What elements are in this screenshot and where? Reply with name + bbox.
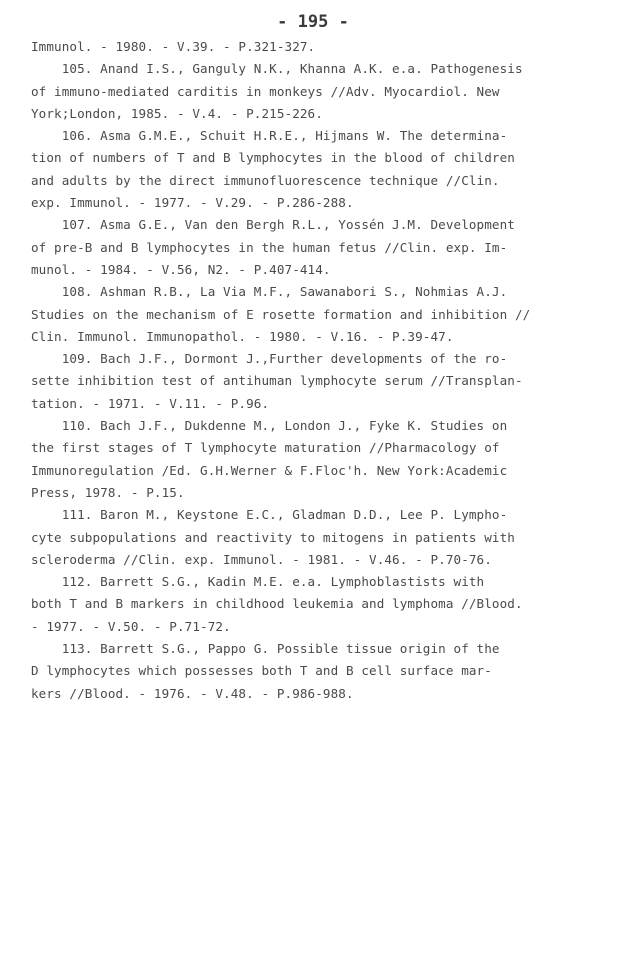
reference-line: - 1977. - V.50. - P.71-72. xyxy=(31,618,231,634)
reference-line: munol. - 1984. - V.56, N2. - P.407-414. xyxy=(31,261,331,277)
reference-line: Studies on the mechanism of E rosette formation and inhibition // xyxy=(31,306,531,322)
reference-line: tation. - 1971. - V.11. - P.96. xyxy=(31,395,270,411)
reference-line: York;London, 1985. - V.4. - P.215-226. xyxy=(31,105,323,121)
reference-line: scleroderma //Clin. exp. Immunol. - 1981. - V.46. - P.70-76. xyxy=(31,551,492,567)
reference-line: 108. Ashman R.B., La Via M.F., Sawanabori S., Nohmias A.J. xyxy=(31,284,508,300)
reference-line: sette inhibition test of antihuman lymphocyte serum //Transplan- xyxy=(31,373,523,389)
reference-line: Immunoregulation /Ed. G.H.Werner & F.Floc'h. New York:Academic xyxy=(31,462,508,478)
reference-line: Clin. Immunol. Immunopathol. - 1980. - V.16. - P.39-47. xyxy=(31,328,454,344)
reference-line: 105. Anand I.S., Ganguly N.K., Khanna A.K. e.a. Pathogenesis xyxy=(31,61,523,77)
reference-line: and adults by the direct immunofluorescence technique //Clin. xyxy=(31,172,500,188)
reference-line: both T and B markers in childhood leukemia and lymphoma //Blood. xyxy=(31,596,523,612)
reference-line: 111. Baron M., Keystone E.C., Gladman D.D., Lee P. Lympho- xyxy=(31,507,508,523)
reference-line: cyte subpopulations and reactivity to mitogens in patients with xyxy=(31,529,515,545)
reference-line: of pre-B and B lymphocytes in the human fetus //Clin. exp. Im- xyxy=(31,239,508,255)
reference-line: 107. Asma G.E., Van den Bergh R.L., Yossén J.M. Development xyxy=(31,217,515,233)
reference-line: Immunol. - 1980. - V.39. - P.321-327. xyxy=(31,39,316,54)
reference-line: the first stages of T lymphocyte maturation //Pharmacology of xyxy=(31,440,500,456)
reference-list xyxy=(31,36,593,705)
reference-line: of immuno-mediated carditis in monkeys //Adv. Myocardiol. New xyxy=(31,83,500,99)
reference-line: tion of numbers of T and B lymphocytes in the blood of children xyxy=(31,150,515,166)
reference-line: D lymphocytes which possesses both T and B cell surface mar- xyxy=(31,663,492,679)
reference-line: 109. Bach J.F., Dormont J.,Further developments of the ro- xyxy=(31,351,508,367)
reference-line: 112. Barrett S.G., Kadin M.E. e.a. Lymphoblastists with xyxy=(31,574,485,590)
reference-line: exp. Immunol. - 1977. - V.29. - P.286-288. xyxy=(31,195,354,211)
reference-line: Press, 1978. - P.15. xyxy=(31,484,185,500)
page-number: - 195 - xyxy=(277,12,349,32)
reference-line: 106. Asma G.M.E., Schuit H.R.E., Hijmans W. The determina- xyxy=(31,128,508,144)
reference-line: 110. Bach J.F., Dukdenne M., London J., Fyke K. Studies on xyxy=(31,418,508,434)
reference-line: kers //Blood. - 1976. - V.48. - P.986-988. xyxy=(31,685,354,701)
reference-line: 113. Barrett S.G., Pappo G. Possible tissue origin of the xyxy=(31,641,500,657)
